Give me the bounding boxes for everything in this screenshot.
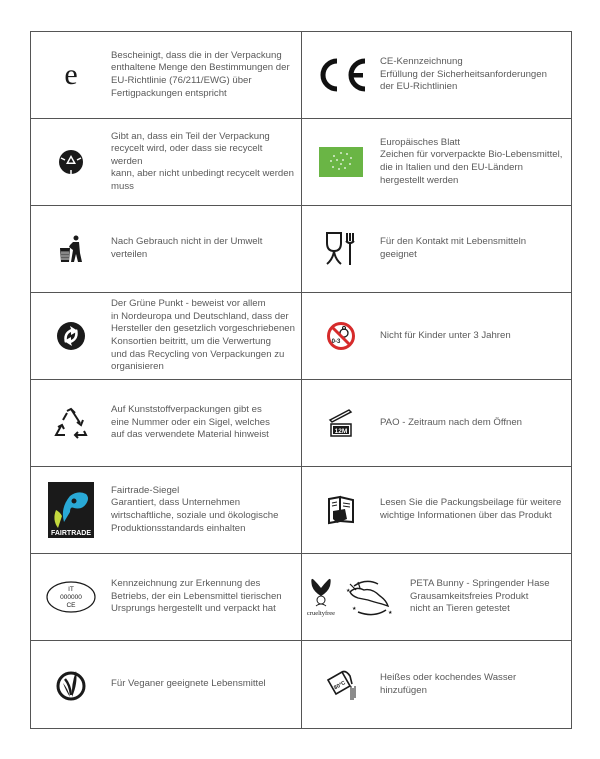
plastic-recycle-triangle-icon [31,407,111,439]
description: Der Grüne Punkt - beweist vor allem in Nordeuropa und Deutschland, dass der Hersteller den gesetzlich vorgeschriebenen Konsortien beitritt, um die Verwertung und das Recycling von Verpackungen zu organisieren [111,298,295,373]
description: Kennzeichnung zur Erkennung des Betriebs, der ein Lebensmittel tierischen Ursprungs hergestellt und verpackt hat [111,578,282,615]
description: Europäisches Blatt Zeichen für vorverpackte Bio-Lebensmittel, die in Italien und den EU-Ländern hergestellt werden [380,136,563,186]
description: PAO - Zeitraum nach dem Öffnen [380,416,523,428]
cruelty-free-bunny-icon [302,574,410,620]
cell-hot-water [302,641,571,728]
description: Für den Kontakt mit Lebensmitteln geeignet [380,236,527,260]
description: Nicht für Kinder unter 3 Jahren [380,329,511,341]
e-mark-icon [31,60,111,90]
description: Nach Gebrauch nicht in der Umwelt verteilen [111,236,263,260]
description: Fairtrade-Siegel Garantiert, dass Unternehmen wirtschaftliche, soziale und ökologische Produktionsstandards einhalten [111,484,279,534]
description: Heißes oder kochendes Wasser hinzufügen [380,671,517,696]
cell-read-leaflet [302,467,571,554]
description: PETA Bunny - Springender Hase Grausamkeitsfreies Produkt nicht an Tieren getestet [410,578,550,615]
description: Bescheinigt, dass die in der Verpackung enthaltene Menge den Bestimmungen der EU-Richtlinie (76/211/EWG) über Fertigpackungen entspricht [111,49,290,99]
svg-text:★: ★ [346,588,351,594]
green-dot-icon [31,321,111,351]
svg-text:80°C: 80°C [333,679,347,691]
ce-mark-icon [302,57,380,93]
cell-tidyman [31,206,302,293]
svg-text:crueltyfree: crueltyfree [306,610,336,617]
cell-fairtrade [31,467,302,554]
cell-eu-organic [302,119,571,206]
identification-mark-icon [31,580,111,614]
description: CE-Kennzeichnung Erfüllung der Sicherheitsanforderungen der EU-Richtlinien [380,56,547,93]
not-for-children-icon [302,321,380,351]
svg-text:e: e [64,60,78,90]
description: Für Veganer geeignete Lebensmittel [111,678,266,690]
fairtrade-icon [31,482,111,538]
description: Lesen Sie die Packungsbeilage für weitere wichtige Informationen über das Produkt [380,497,562,521]
description: Auf Kunststoffverpackungen gibt es eine Nummer oder ein Sigel, welches auf das verwendete Material hinweist [111,404,270,441]
vegan-icon [31,669,111,701]
cell-ce-mark [302,32,571,119]
cell-plastic-recycle [31,380,302,467]
svg-text:CE: CE [66,602,76,609]
tidyman-icon [31,235,111,263]
hot-water-icon [302,668,380,702]
glass-fork-icon [302,231,380,267]
recycle-icon [31,148,111,176]
cell-vegan [31,641,302,728]
pao-jar-icon [302,408,380,438]
svg-text:★: ★ [388,610,393,616]
symbol-table [30,31,572,729]
svg-text:000000: 000000 [60,594,82,601]
cell-identification-mark [31,554,302,641]
description: Gibt an, dass ein Teil der Verpackung recycelt wird, oder dass sie recycelt werden kann, aber nicht unbedingt recycelt werden muss [111,130,294,192]
cell-not-for-children [302,293,571,380]
cell-food-contact [302,206,571,293]
cell-e-mark [31,32,302,119]
cell-recycle [31,119,302,206]
svg-text:0-3: 0-3 [331,339,341,345]
svg-text:IT: IT [68,586,74,593]
cell-green-dot [31,293,302,380]
cell-pao [302,380,571,467]
svg-text:12M: 12M [334,428,348,435]
cell-cruelty-free [302,554,571,641]
eu-organic-leaf-icon [302,147,380,177]
svg-text:FAIRTRADE: FAIRTRADE [50,530,92,537]
read-leaflet-icon [302,495,380,525]
svg-text:★: ★ [352,606,357,612]
